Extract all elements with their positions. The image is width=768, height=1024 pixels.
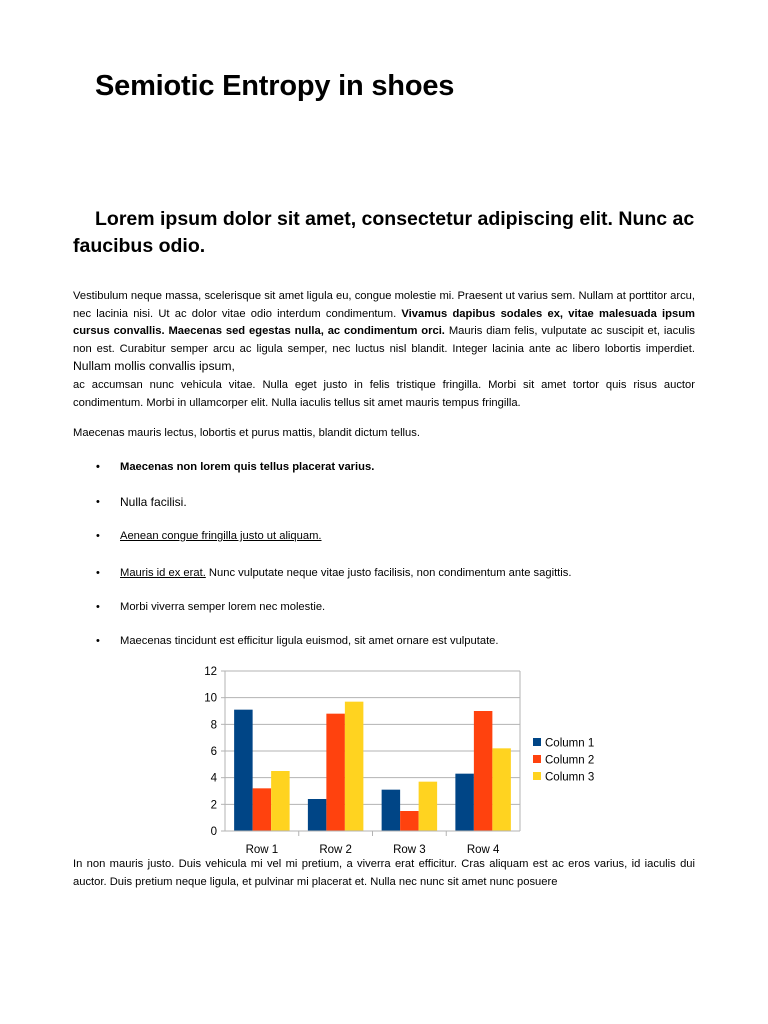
y-tick-label: 10: [204, 692, 217, 705]
bar: [474, 711, 493, 831]
x-tick-label: Row 1: [245, 844, 279, 856]
list-item-text-underlined: Aenean congue fringilla justo ut aliquam.: [120, 530, 322, 542]
list-item: [96, 599, 720, 615]
paragraph-1-text-c: ac accumsan nunc vehicula vitae.: [73, 378, 256, 391]
paragraph-2: Maecenas mauris lectus, lobortis et purus mattis, blandit dictum tellus.: [73, 427, 420, 439]
bar: [234, 710, 253, 831]
legend-swatch: [533, 738, 541, 746]
bar: [419, 782, 438, 831]
list-item: [96, 565, 720, 581]
bullet-icon: •: [96, 635, 100, 647]
bar-chart: [190, 660, 630, 858]
legend-swatch: [533, 755, 541, 763]
bar: [492, 748, 511, 831]
list-item-text: Morbi viverra semper lorem nec molestie.: [120, 601, 326, 613]
document-subtitle: Lorem ipsum dolor sit amet, consectetur adipiscing elit. Nunc ac faucibus odio.: [73, 208, 695, 257]
bullet-icon: •: [96, 601, 100, 613]
list-item: [96, 494, 720, 510]
bullet-icon: •: [96, 530, 100, 542]
paragraph-1-text-a: Vestibulum neque massa, scelerisque sit amet ligula eu, congue molestie mi. Praesent ut varius sem. Nullam at porttitor arcu, nec lacinia nisi. Ut ac dolor vitae odio interdum condimentum.: [73, 290, 695, 320]
legend-label: Column 1: [545, 737, 595, 750]
y-tick-label: 4: [210, 772, 217, 785]
paragraph-1: [73, 288, 695, 412]
x-tick-label: Row 2: [319, 844, 352, 856]
bar: [253, 788, 272, 831]
bar: [455, 774, 474, 831]
bullet-icon: •: [96, 496, 100, 508]
bar: [308, 799, 327, 831]
list-item-text: Nulla facilisi.: [120, 495, 187, 509]
paragraph-1-bold-text: Vivamus dapibus sodales ex, vitae malesuada ipsum cursus convallis. Maecenas sed egestas nulla, ac condimentum orci.: [73, 307, 695, 338]
bar: [271, 771, 290, 831]
bar: [345, 702, 364, 831]
x-tick-label: Row 4: [466, 844, 500, 856]
legend-label: Column 2: [545, 754, 595, 767]
list-item: [96, 459, 720, 475]
y-tick-label: 2: [210, 799, 217, 812]
list-item-text-underlined: Mauris id ex erat.: [120, 567, 206, 579]
paragraph-1-text-b: Mauris diam felis, vulputate ac suscipit et, iaculis non est. Curabitur semper arcu ac ligula semper, nec luctus nisl blandit. Integer lacinia ante ac libero lobortis imperdiet.: [73, 325, 695, 355]
y-tick-label: 8: [210, 719, 217, 732]
list-item: [96, 528, 720, 544]
bar: [326, 714, 345, 831]
list-item: [96, 633, 720, 649]
document-title: Semiotic Entropy in shoes: [95, 70, 455, 102]
y-tick-label: 0: [210, 826, 217, 838]
bar: [400, 811, 419, 831]
x-tick-label: Row 3: [393, 844, 426, 856]
bullet-icon: •: [96, 567, 100, 579]
legend-swatch: [533, 772, 541, 780]
list-item-text: Nunc vulputate neque vitae justo facilisis, non condimentum ante sagittis.: [205, 567, 572, 579]
y-tick-label: 12: [204, 666, 217, 678]
list-item-text: Maecenas non lorem quis tellus placerat varius.: [120, 461, 375, 473]
paragraph-1-text-d: Nulla eget justo in felis tristique fringilla. Morbi sit amet tortor quis risus auctor condimentum. Morbi in ullamcorper elit. Nulla iaculis tellus sit amet mauris tempus fringilla.: [73, 378, 695, 409]
y-tick-label: 6: [210, 746, 217, 758]
paragraph-3: In non mauris justo. Duis vehicula mi vel mi pretium, a viverra erat efficitur. Cras aliquam est ac eros varius, id iaculis dui auctor. Duis pretium neque ligula, et pulvinar mi placerat et. Nulla nec nunc sit amet nunc posuere: [73, 858, 695, 888]
bullet-icon: •: [96, 461, 100, 473]
legend-label: Column 3: [545, 771, 595, 784]
list-item-text: Maecenas tincidunt est efficitur ligula euismod, sit amet ornare est vulputate.: [120, 635, 499, 647]
paragraph-1-large-text: Nullam mollis convallis ipsum,: [73, 359, 235, 374]
bar: [382, 790, 401, 831]
